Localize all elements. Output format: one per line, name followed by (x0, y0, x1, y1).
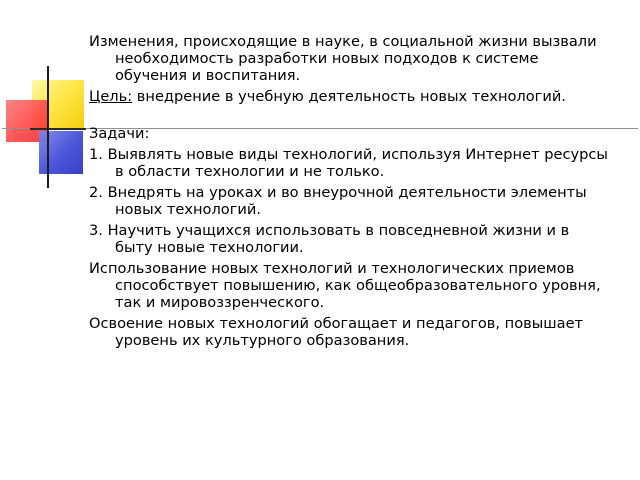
goal-label: Цель: (89, 88, 133, 105)
decorative-horizontal-line-accent (30, 128, 86, 130)
decorative-blue-square (39, 131, 83, 174)
technology-mastering-paragraph: Освоение новых технологий обогащает и педагогов, повышает уровень их культурного образования. (89, 315, 584, 349)
task-item-3: 3. Научить учащихся использовать в повседневной жизни и в быту новые технологии. (89, 222, 570, 256)
tasks-heading: Задачи: (89, 125, 150, 142)
goal-text: внедрение в учебную деятельность новых технологий. (132, 88, 566, 105)
goal-paragraph (89, 88, 609, 105)
task-item-1: 1. Выявлять новые виды технологий, используя Интернет ресурсы в области технологии и не только. (89, 146, 608, 180)
intro-paragraph: Изменения, происходящие в науке, в социальной жизни вызвали необходимость разработки новых подходов к системе обучения и воспитания. (89, 33, 597, 84)
task-item-2: 2. Внедрять на уроках и во внеурочной деятельности элементы новых технологий. (89, 184, 587, 218)
decorative-vertical-line (47, 66, 49, 188)
slide-body (89, 33, 609, 349)
technology-use-paragraph: Использование новых технологий и технологических приемов способствует повышению, как общеобразовательного уровня, так и мировоззренческого. (89, 260, 601, 311)
